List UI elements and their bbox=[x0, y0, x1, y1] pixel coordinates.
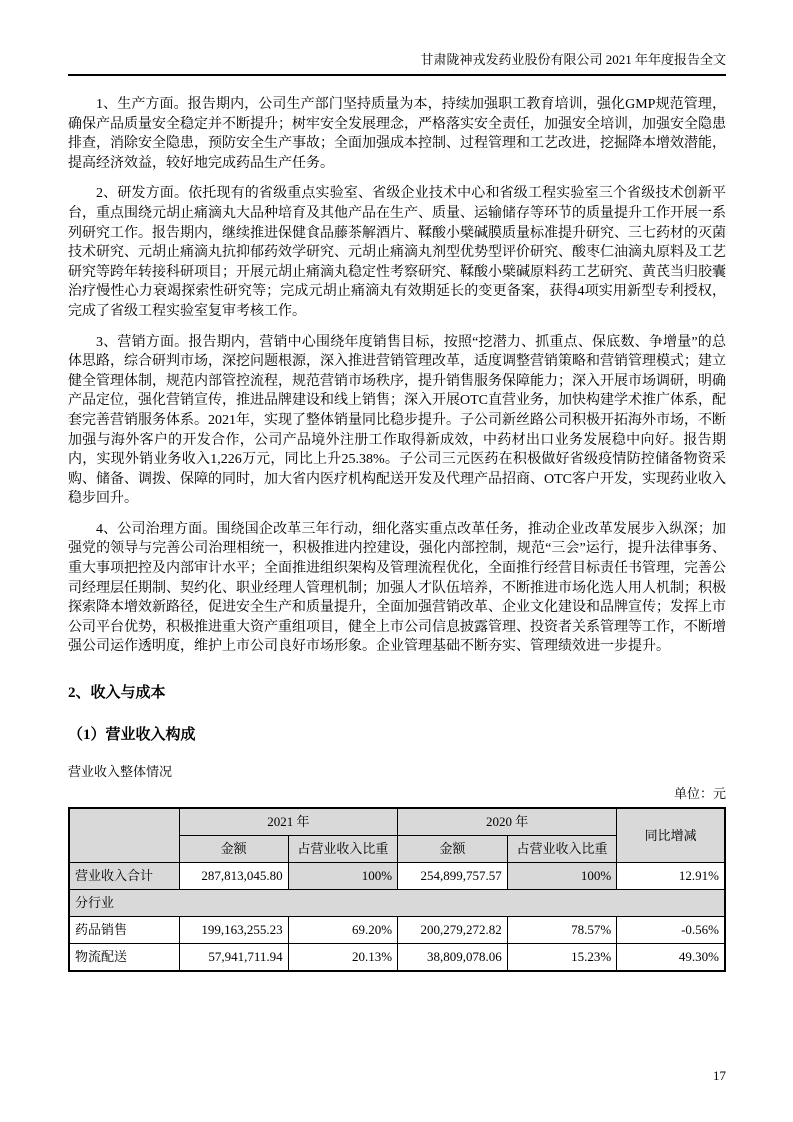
header-cell-2021: 2021 年 bbox=[179, 808, 397, 836]
revenue-overview-label: 营业收入整体情况 bbox=[68, 764, 173, 780]
unit-label: 单位：元 bbox=[673, 786, 726, 802]
share-2021: 69.20% bbox=[288, 917, 398, 944]
paragraph-governance: 4、公司治理方面。围绕国企改革三年行动，细化落实重点改革任务，推动企业改革发展步入纵深；加强党的领导与完善公司治理相统一，积极推进内控建设，强化内部控制，规范“三会”运行，提升法律事务、重大事项把控及内部审计水平；全面推进组织架构及管理流程优化，全面推行经营目标责任书管理，完善公司经理层任期制、契约化、职业经理人管理机制；加强人才队伍培养，不断推进市场化选人用人机制；积极探索降本增效新路径，促进安全生产和质量提升，全面加强营销改革、企业文化建设和品牌宣传；发挥上市公司平台优势，积极推进重大资产重组项目，健全上市公司信息披露管理、投资者关系管理等工作，不断增强公司运作透明度，维护上市公司良好市场形象。企业管理基础不断夯实、管理绩效进一步提升。 bbox=[68, 521, 726, 655]
subsection-heading-revenue-composition: （1）营业收入构成 bbox=[68, 727, 196, 744]
table-header-row-years bbox=[69, 808, 725, 836]
page-number: 17 bbox=[713, 1068, 726, 1083]
table-row-total bbox=[69, 863, 725, 890]
header-cell-share-2020: 占营业收入比重 bbox=[507, 836, 617, 863]
header-cell-yoy: 同比增减 bbox=[617, 808, 725, 863]
header-cell-amount-2021: 金额 bbox=[179, 836, 288, 863]
paragraph-marketing: 3、营销方面。报告期内，营销中心围绕年度销售目标，按照“挖潜力、抓重点、保底数、争增量”的总体思路，综合研判市场，深挖问题根源，深入推进营销管理改革，适度调整营销策略和营销管理模式；建立健全管理体制，规范内部管控流程，规范营销市场秩序，提升销售服务保障能力；深入开展市场调研，明确产品定位，强化营销宣传，推进品牌建设和线上销售；深入开展OTC直营业务，加快构建学术推广体系，配套完善营销服务体系。2021年，实现了整体销量同比稳步提升。子公司新丝路公司积极开拓海外市场，不断加强与海外客户的开发合作，公司产品境外注册工作取得新成效，中药材出口业务发展稳中向好。报告期内，实现外销业务收入1,226万元，同比上升25.38%。子公司三元医药在积极做好省级疫情防控储备物资采购、储备、调拨、保障的同时，加大省内医疗机构配送开发及代理产品招商、OTC客户开发，实现药业收入稳步回升。 bbox=[68, 334, 726, 507]
paragraph-research: 2、研发方面。依托现有的省级重点实验室、省级企业技术中心和省级工程实验室三个省级技术创新平台，重点围绕元胡止痛滴丸大品种培育及其他产品在生产、质量、运输储存等环节的质量提升工作开展一系列研究工作。报告期内，继续推进保健食品藤茶解酒片、鞣酸小檗碱膜质量标准提升研究、三七药材的灭菌技术研究、元胡止痛滴丸抗抑郁药效学研究、元胡止痛滴丸剂型优势型评价研究、酸枣仁油滴丸原料及工艺研究等跨年转接科研项目；开展元胡止痛滴丸稳定性考察研究、鞣酸小檗碱原料药工艺研究、黄芪当归胶囊治疗慢性心力衰竭探索性研究等；完成元胡止痛滴丸有效期延长的变更备案，获得4项实用新型专利授权，完成了省级工程实验室复审考核工作。 bbox=[68, 186, 726, 319]
table-row-section-industry bbox=[69, 890, 725, 917]
section-row-label: 分行业 bbox=[69, 890, 725, 917]
header-cell-amount-2020: 金额 bbox=[398, 836, 508, 863]
row-label: 营业收入合计 bbox=[69, 863, 179, 890]
row-label: 物流配送 bbox=[69, 944, 179, 972]
share-2021: 100% bbox=[288, 863, 398, 890]
page-header-title: 甘肃陇神戎发药业股份有限公司 2021 年年度报告全文 bbox=[420, 52, 726, 67]
table-row-drug-sales bbox=[69, 917, 725, 944]
amount-2021: 199,163,255.23 bbox=[179, 917, 288, 944]
yoy-value: 12.91% bbox=[617, 863, 725, 890]
yoy-value: -0.56% bbox=[617, 917, 725, 944]
header-cell-2020: 2020 年 bbox=[398, 808, 617, 836]
table-row-logistics bbox=[69, 944, 725, 972]
amount-2020: 200,279,272.82 bbox=[398, 917, 508, 944]
revenue-table bbox=[68, 807, 726, 972]
amount-2021: 287,813,045.80 bbox=[179, 863, 288, 890]
amount-2020: 38,809,078.06 bbox=[398, 944, 508, 972]
header-rule bbox=[68, 74, 726, 76]
row-label: 药品销售 bbox=[69, 917, 179, 944]
header-cell-empty bbox=[69, 808, 179, 863]
yoy-value: 49.30% bbox=[617, 944, 725, 972]
amount-2021: 57,941,711.94 bbox=[179, 944, 288, 972]
section-heading-income-cost: 2、收入与成本 bbox=[68, 685, 166, 702]
share-2020: 78.57% bbox=[507, 917, 617, 944]
paragraph-production: 1、生产方面。报告期内，公司生产部门坚持质量为本，持续加强职工教育培训，强化GMP规范管理，确保产品质量安全稳定并不断提升；树牢安全发展理念，严格落实安全责任，加强安全培训，加强安全隐患排查，消除安全隐患，预防安全生产事故；全面加强成本控制、过程管理和工艺改进，挖掘降本增效潜能，提高经济效益，较好地完成药品生产任务。 bbox=[68, 97, 726, 171]
amount-2020: 254,899,757.57 bbox=[398, 863, 508, 890]
share-2020: 100% bbox=[507, 863, 617, 890]
share-2021: 20.13% bbox=[288, 944, 398, 972]
share-2020: 15.23% bbox=[507, 944, 617, 972]
header-cell-share-2021: 占营业收入比重 bbox=[288, 836, 398, 863]
